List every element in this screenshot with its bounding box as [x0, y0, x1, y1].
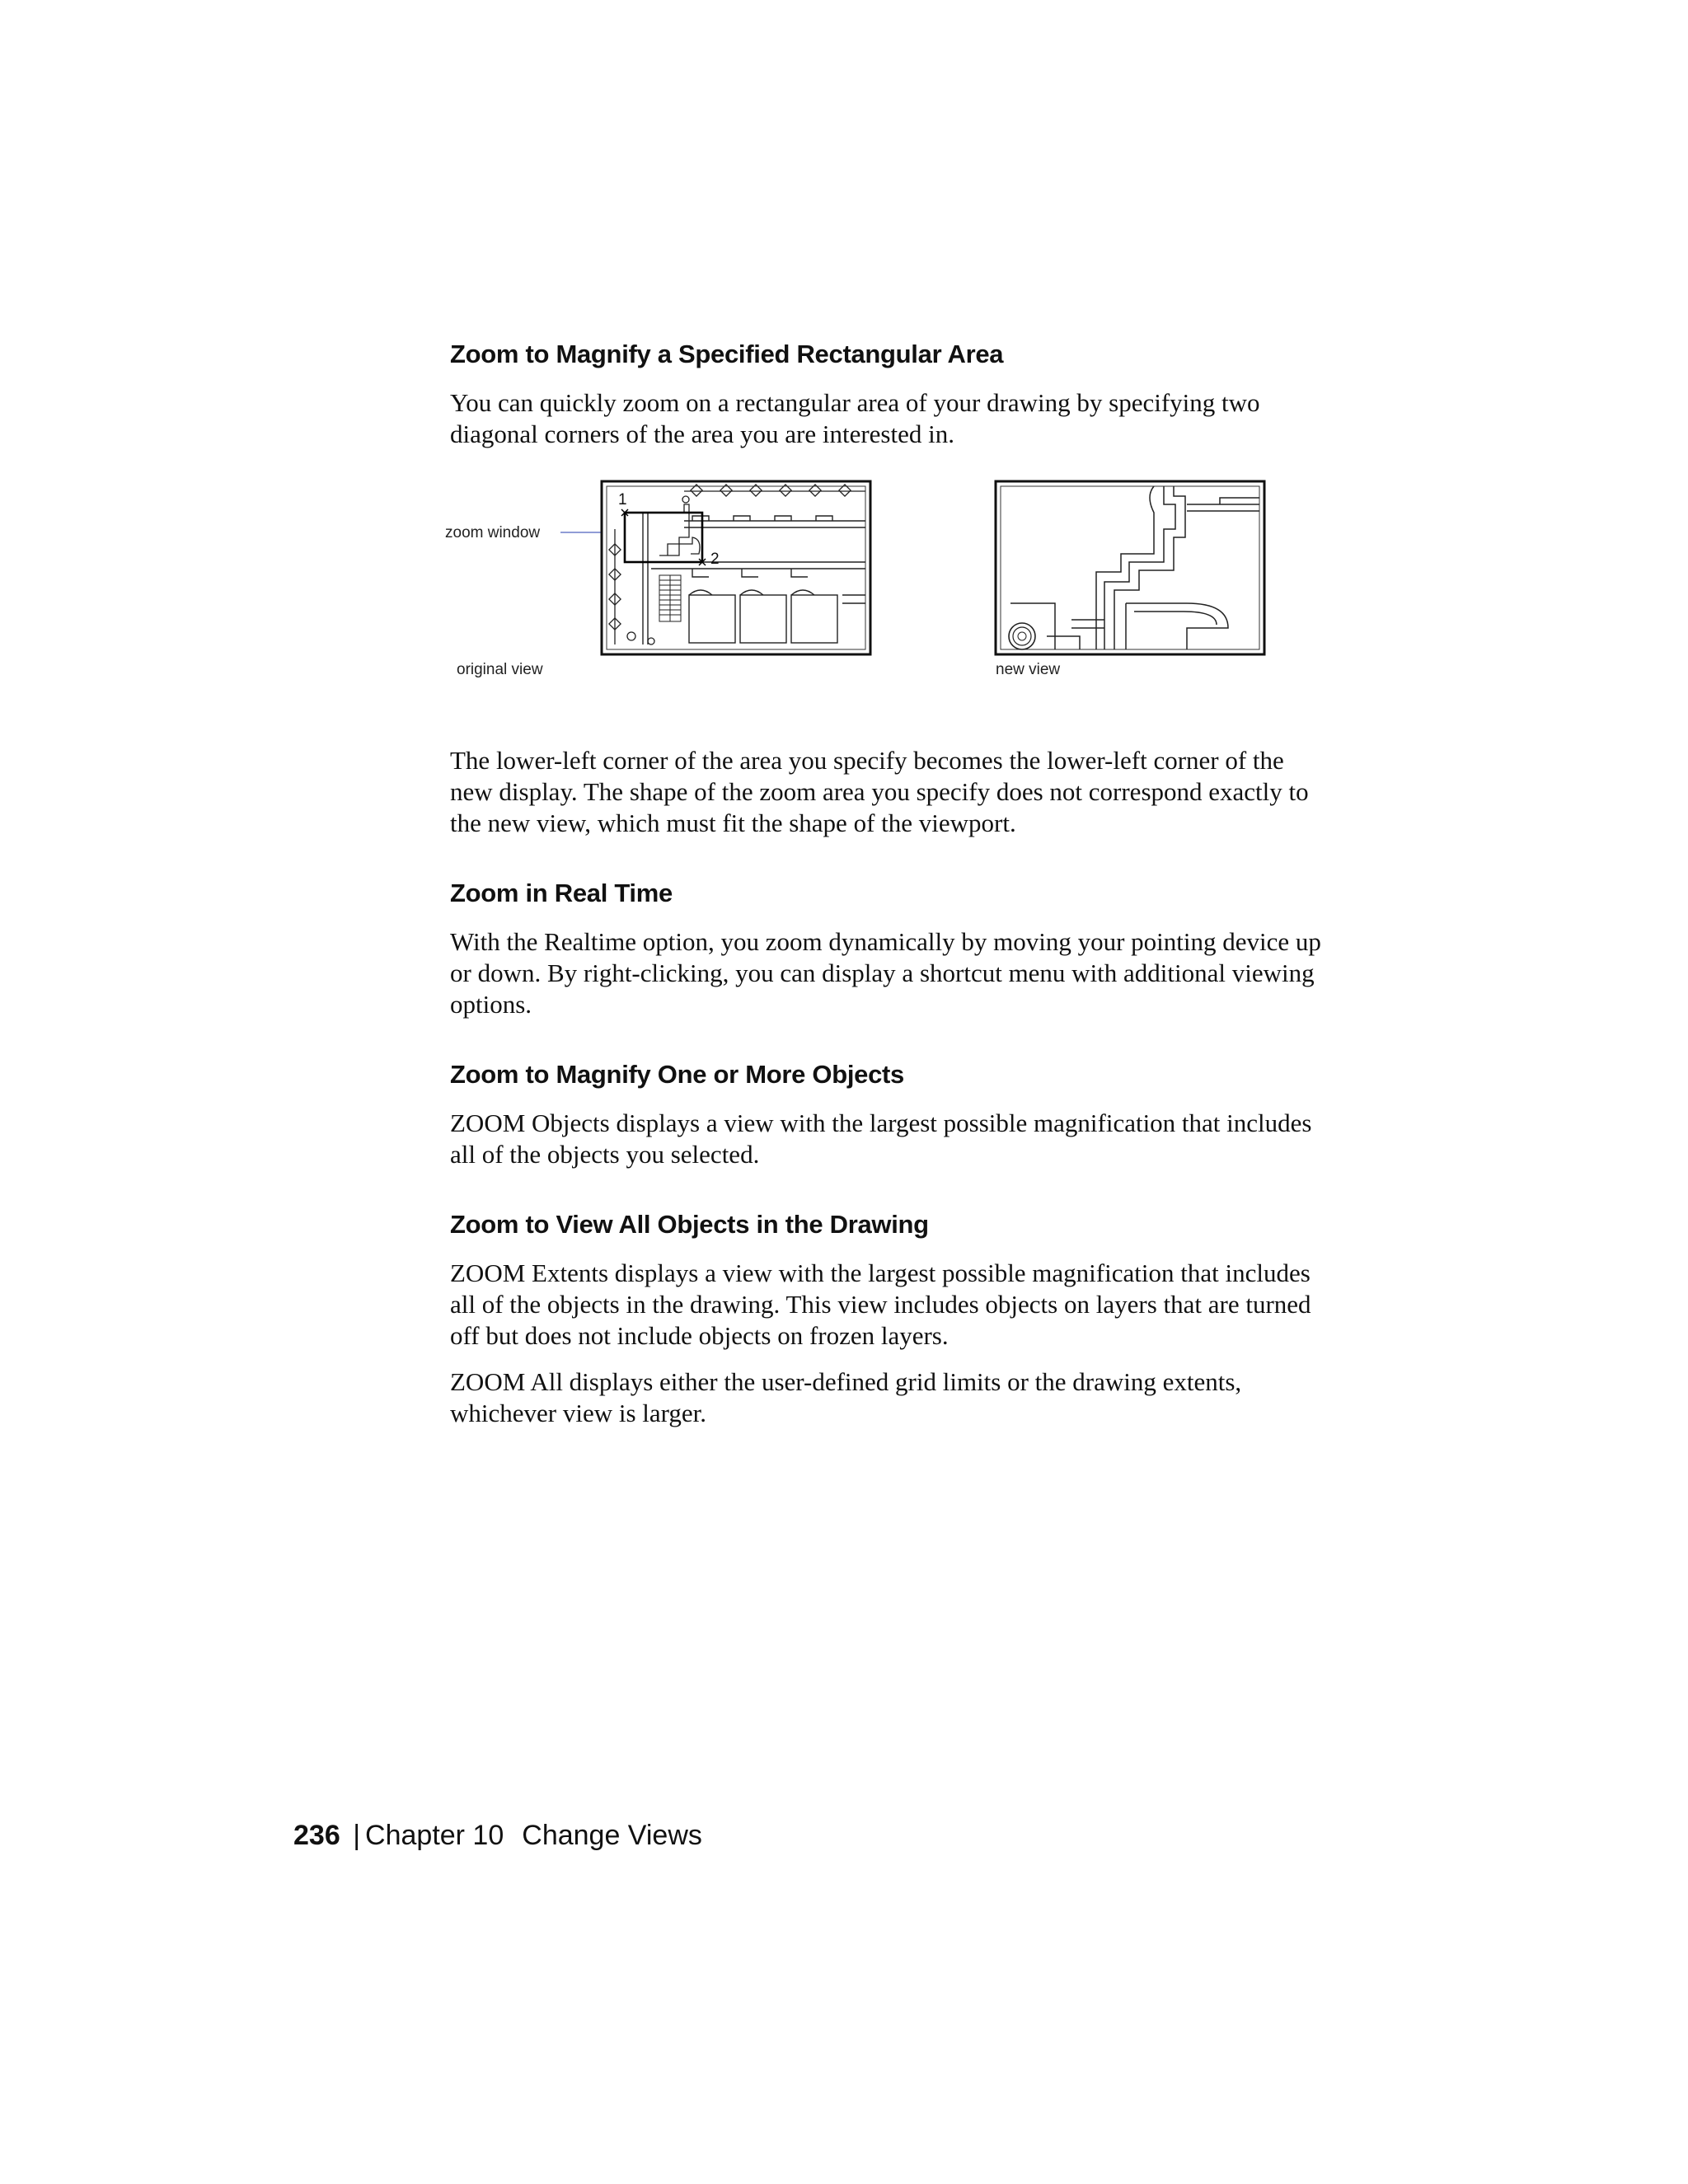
- paragraph-zoom-extents: ZOOM Extents displays a view with the largest possible magnification that includes all of the objects in the drawing. This view includes objects on layers that are turned off but does not include objects on frozen layers.: [450, 1258, 1311, 1350]
- paragraph-zoom-all: ZOOM All displays either the user-defined grid limits or the drawing extents, whichever view is larger.: [450, 1367, 1242, 1427]
- section-heading-rectangular-area: Zoom to Magnify a Specified Rectangular Area: [450, 340, 1004, 368]
- pick-point-2: 2: [710, 551, 720, 568]
- section-objects: [450, 1060, 1332, 1170]
- pick-point-1: 1: [618, 491, 627, 509]
- section-heading-all-objects: Zoom to View All Objects in the Drawing: [450, 1210, 929, 1239]
- paragraph-rectangular-detail: The lower-left corner of the area you specify becomes the lower-left corner of the new display. The shape of the zoom area you specify does not correspond exactly to the new view, which must fit the shape of the viewport.: [450, 746, 1309, 837]
- paragraph-rectangular-intro: You can quickly zoom on a rectangular area of your drawing by specifying two diagonal corners of the area you are interested in.: [450, 388, 1260, 448]
- section-heading-real-time: Zoom in Real Time: [450, 879, 673, 907]
- section-heading-objects: Zoom to Magnify One or More Objects: [450, 1060, 904, 1089]
- paragraph-real-time: With the Realtime option, you zoom dynamically by moving your pointing device up or down. By right-clicking, you can display a shortcut menu with additional viewing options.: [450, 927, 1321, 1019]
- section-real-time: [450, 879, 1332, 1020]
- zoom-window-figure: [445, 480, 1332, 719]
- figure-drawings: [445, 480, 1327, 657]
- caption-new-view: new view: [996, 661, 1061, 678]
- page-content: [445, 340, 1332, 1429]
- section-all-objects: [450, 1210, 1332, 1429]
- footer-separator: |: [353, 1820, 361, 1851]
- original-view-drawing: [602, 481, 870, 654]
- footer-chapter-title: Change Views: [522, 1820, 702, 1851]
- zoom-window-label: zoom window: [445, 524, 541, 541]
- caption-original-view: original view: [457, 661, 543, 678]
- new-view-drawing: [996, 481, 1264, 654]
- page-number: 236: [293, 1820, 340, 1851]
- page-footer: [293, 1820, 702, 1852]
- footer-chapter: Chapter 10: [365, 1820, 504, 1851]
- paragraph-objects: ZOOM Objects displays a view with the largest possible magnification that includes all of the objects you selected.: [450, 1108, 1312, 1169]
